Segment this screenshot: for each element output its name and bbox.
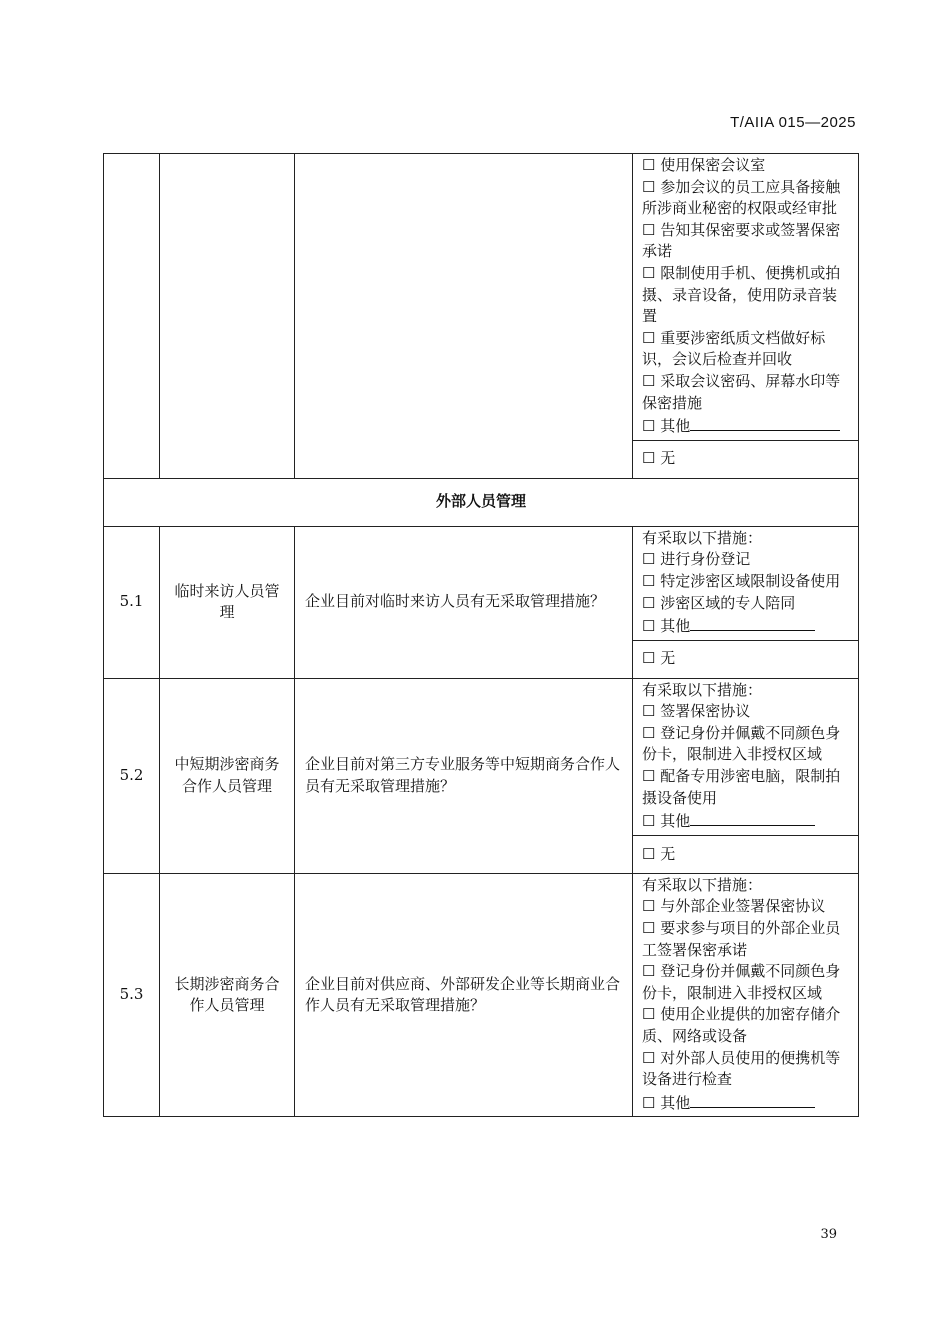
item-question: 企业目前对第三方专业服务等中短期商务合作人员有无采取管理措施？ xyxy=(295,678,633,873)
option-other[interactable]: ☐ 其他 xyxy=(642,614,850,638)
table-row-continued xyxy=(104,154,859,441)
option-item[interactable]: ☐ 特定涉密区域限制设备使用 xyxy=(642,571,841,590)
option-item[interactable]: ☐ 使用企业提供的加密存储介质、网络或设备 xyxy=(642,1005,841,1045)
item-number: 5.3 xyxy=(104,873,160,1117)
option-item[interactable]: ☐ 要求参与项目的外部企业员工签署保密承诺 xyxy=(642,919,841,959)
question-cell-empty xyxy=(295,154,633,479)
checklist-table xyxy=(103,153,859,1117)
option-other[interactable]: ☐ 其他 xyxy=(642,1091,850,1115)
table-row xyxy=(104,873,859,1117)
other-blank-line[interactable] xyxy=(690,614,815,631)
item-name: 中短期涉密商务合作人员管理 xyxy=(160,678,295,873)
option-item[interactable]: ☐ 登记身份并佩戴不同颜色身份卡，限制进入非授权区域 xyxy=(642,962,841,1002)
item-question: 企业目前对供应商、外部研发企业等长期商业合作人员有无采取管理措施？ xyxy=(295,873,633,1117)
options-intro: 有采取以下措施： xyxy=(642,528,763,547)
options-cell xyxy=(633,873,859,1117)
table-row xyxy=(104,678,859,835)
option-item[interactable]: ☐ 与外部企业签署保密协议 xyxy=(642,897,826,916)
options-cell xyxy=(633,678,859,835)
option-other[interactable]: ☐ 其他 xyxy=(642,809,850,833)
name-cell-empty xyxy=(160,154,295,479)
table-row xyxy=(104,526,859,640)
num-cell-empty xyxy=(104,154,160,479)
document-id: T/AIIA 015—2025 xyxy=(730,114,856,131)
other-blank-line[interactable] xyxy=(690,414,840,431)
option-item[interactable]: ☐ 重要涉密纸质文档做好标识，会议后检查并回收 xyxy=(642,328,826,369)
section-title: 外部人员管理 xyxy=(104,478,859,526)
other-blank-line[interactable] xyxy=(690,809,815,826)
option-item[interactable]: ☐ 进行身份登记 xyxy=(642,550,751,569)
option-none[interactable]: ☐ 无 xyxy=(633,640,859,678)
options-intro: 有采取以下措施： xyxy=(642,680,763,699)
option-item[interactable]: ☐ 告知其保密要求或签署保密承诺 xyxy=(642,220,841,261)
item-question: 企业目前对临时来访人员有无采取管理措施？ xyxy=(295,526,633,678)
option-item[interactable]: ☐ 签署保密协议 xyxy=(642,702,751,721)
item-number: 5.1 xyxy=(104,526,160,678)
other-blank-line[interactable] xyxy=(690,1091,815,1108)
item-name: 临时来访人员管理 xyxy=(160,526,295,678)
option-item[interactable]: ☐ 登记身份并佩戴不同颜色身份卡，限制进入非授权区域 xyxy=(642,723,841,764)
option-item[interactable]: ☐ 对外部人员使用的便携机等设备进行检查 xyxy=(642,1048,841,1089)
option-item[interactable]: ☐ 采取会议密码、屏幕水印等保密措施 xyxy=(642,371,841,412)
option-item[interactable]: ☐ 使用保密会议室 xyxy=(642,156,766,174)
option-item[interactable]: ☐ 限制使用手机、便携机或拍摄、录音设备，使用防录音装置 xyxy=(642,263,841,326)
page-number: 39 xyxy=(820,1227,837,1242)
item-name: 长期涉密商务合作人员管理 xyxy=(160,873,295,1117)
option-other[interactable]: ☐ 其他 xyxy=(642,414,850,438)
option-none[interactable]: ☐ 无 xyxy=(633,440,859,478)
option-item[interactable]: ☐ 配备专用涉密电脑，限制拍摄设备使用 xyxy=(642,767,841,807)
section-row xyxy=(104,478,859,526)
option-item[interactable]: ☐ 参加会议的员工应具备接触所涉商业秘密的权限或经审批 xyxy=(642,177,841,218)
option-none[interactable]: ☐ 无 xyxy=(633,835,859,873)
option-item[interactable]: ☐ 涉密区域的专人陪同 xyxy=(642,593,796,612)
options-intro: 有采取以下措施： xyxy=(642,875,763,894)
options-cell xyxy=(633,154,859,441)
options-cell xyxy=(633,526,859,640)
item-number: 5.2 xyxy=(104,678,160,873)
